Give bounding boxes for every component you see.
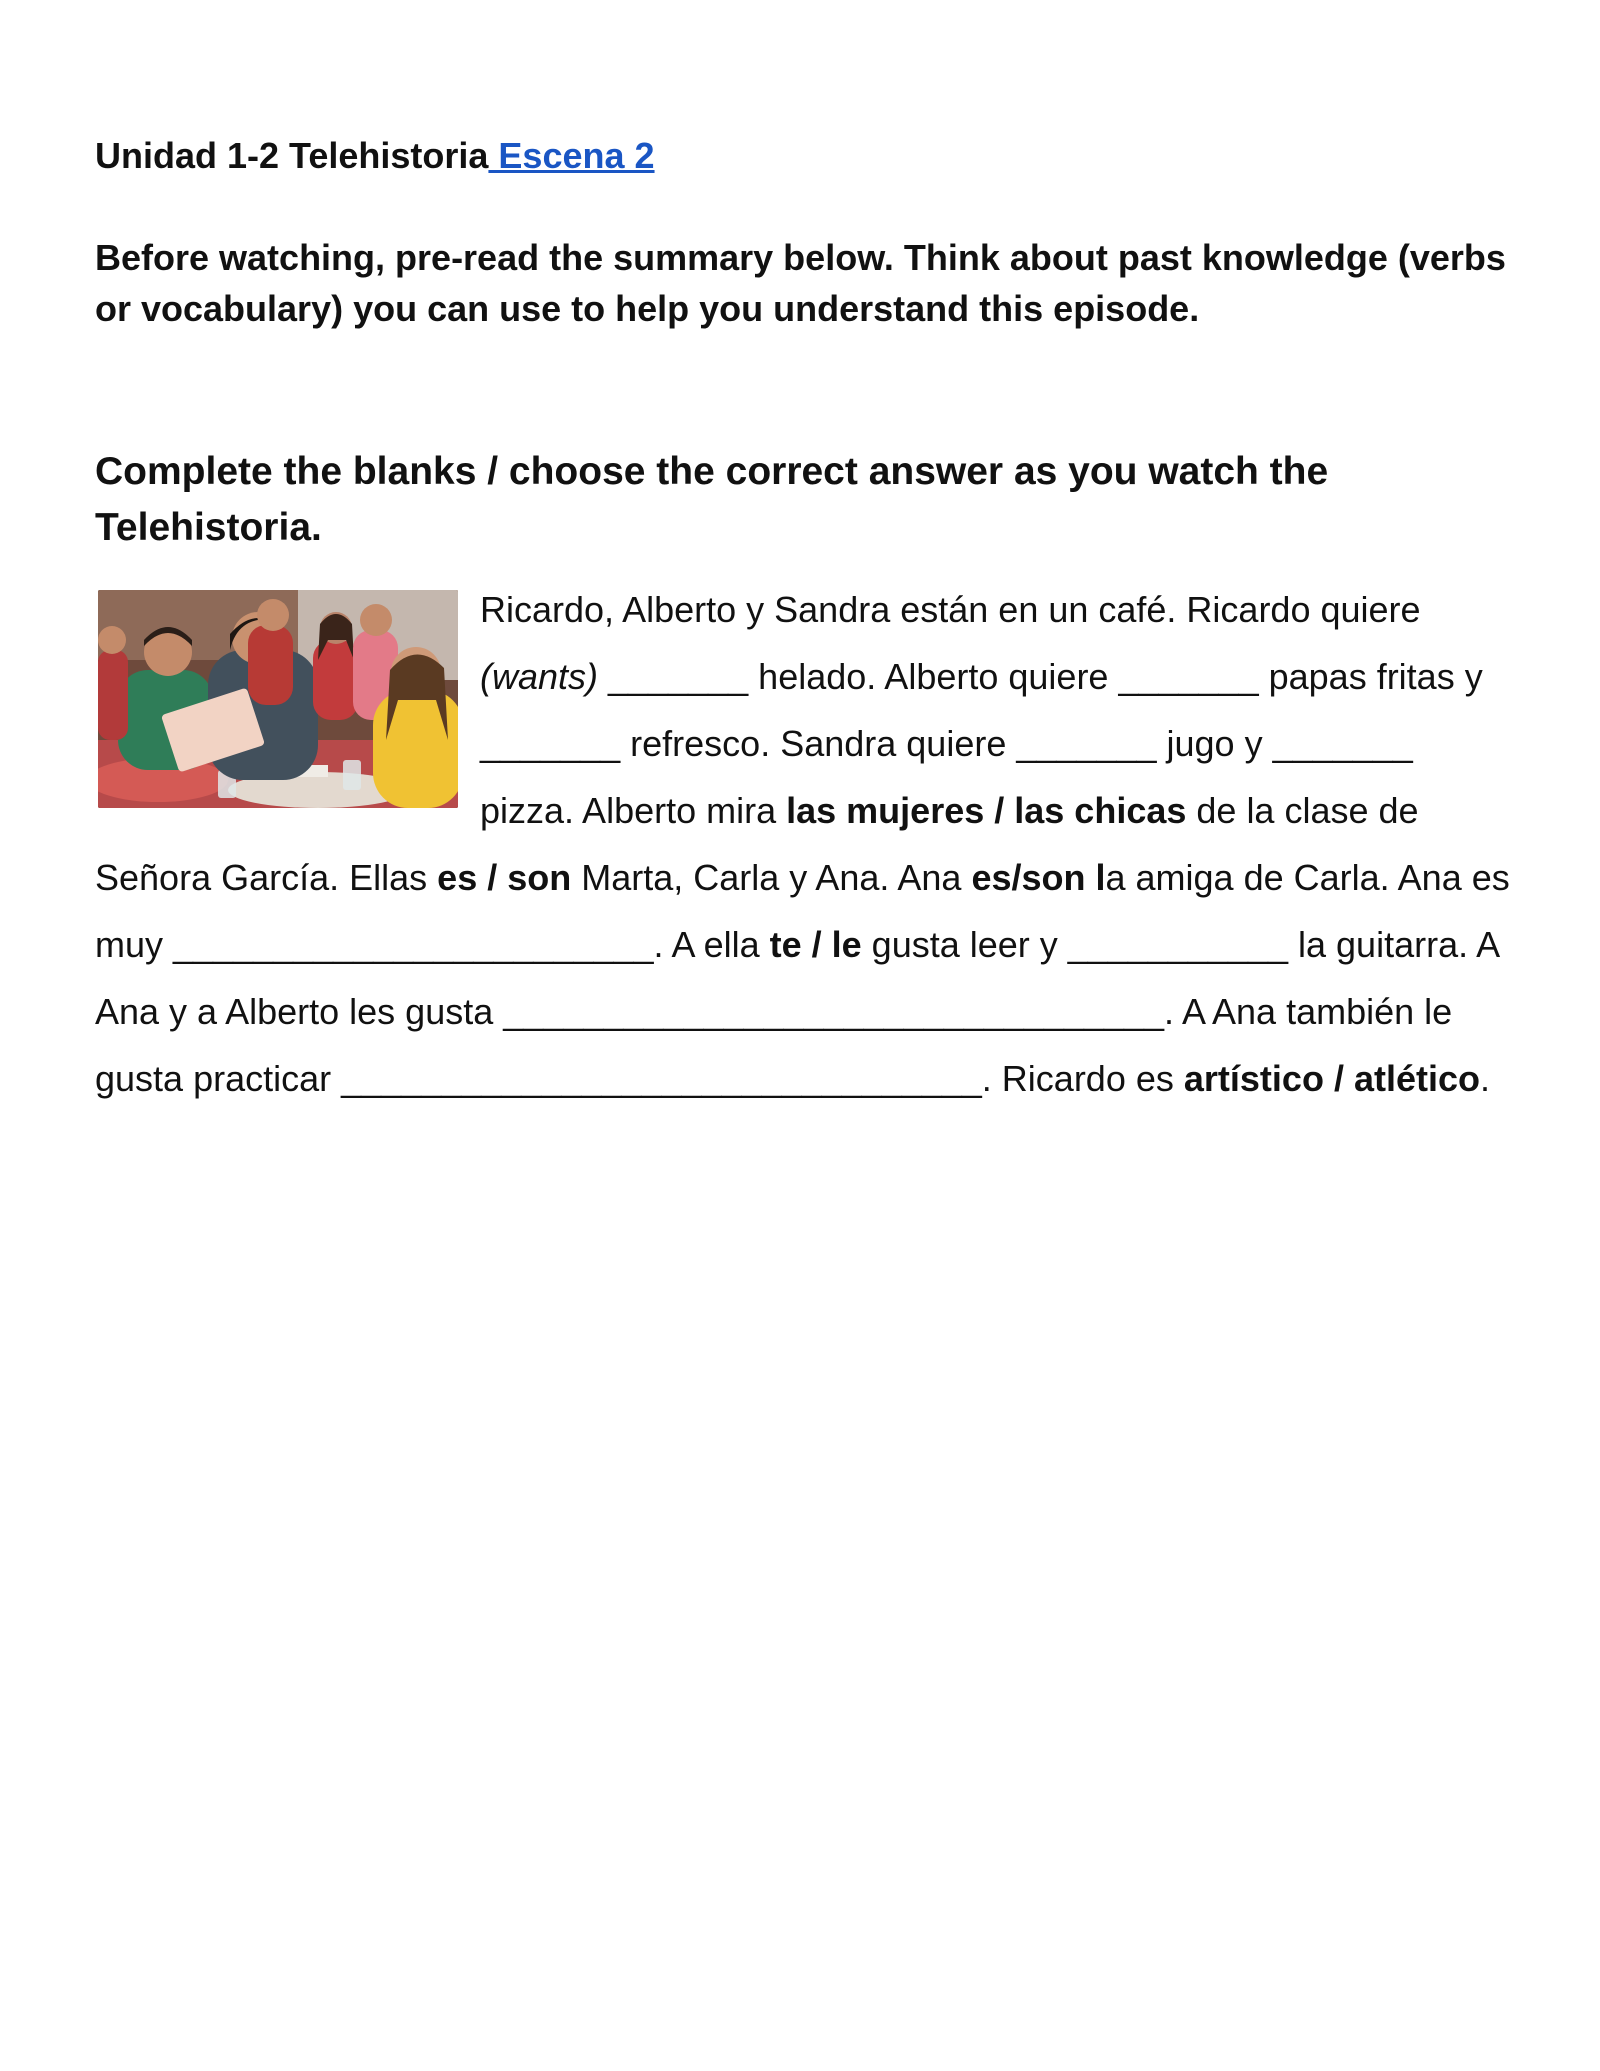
students-cafe-photo	[98, 590, 458, 808]
story-text-11: gusta leer y ___________ la guitarra. A Ana y a Alberto les gusta _________________________________. A Ana también le gusta practicar ________________________________. Ricardo es	[95, 924, 1499, 1099]
story-text-9: a amiga de Carla. Ana es muy ________________________. A ella	[95, 857, 1510, 965]
photo-students-cafe-icon	[98, 590, 458, 808]
page-title	[95, 132, 1515, 180]
choice-es-son: es / son	[437, 857, 572, 898]
task-heading: Complete the blanks / choose the correct answer as you watch the Telehistoria.	[95, 450, 1329, 549]
pre-read-instructions: Before watching, pre-read the summary below. Think about past knowledge (verbs or vocabulary) you can use to help you understand this episode.	[95, 237, 1506, 329]
story-text-1: Ricardo, Alberto y Sandra están en un café. Ricardo quiere	[480, 589, 1421, 630]
story-text-3: _______ helado. Alberto quiere _______ papas fritas y _______ refresco. Sandra quiere _______ jugo y _______ pizza. Alberto mira	[480, 656, 1483, 831]
title-text: Unidad 1-2 Telehistoria	[95, 135, 489, 176]
escena-2-link[interactable]: Escena 2	[488, 135, 655, 176]
story-text-5: de la clase de Señora García. Ellas	[95, 790, 1419, 898]
choice-mujeres-chicas: las mujeres / las chicas	[786, 790, 1187, 831]
choice-artistico-atletico: artístico / atlético	[1183, 1058, 1480, 1099]
story-text-wants: (wants)	[480, 656, 599, 697]
choice-es-son-2: es/son l	[971, 857, 1106, 898]
story-paragraph	[95, 576, 1515, 1112]
choice-te-le: te / le	[769, 924, 862, 965]
story-text-7: Marta, Carla y Ana. Ana	[571, 857, 972, 898]
worksheet-page	[95, 132, 1515, 1112]
story-text-13: .	[1479, 1058, 1490, 1099]
